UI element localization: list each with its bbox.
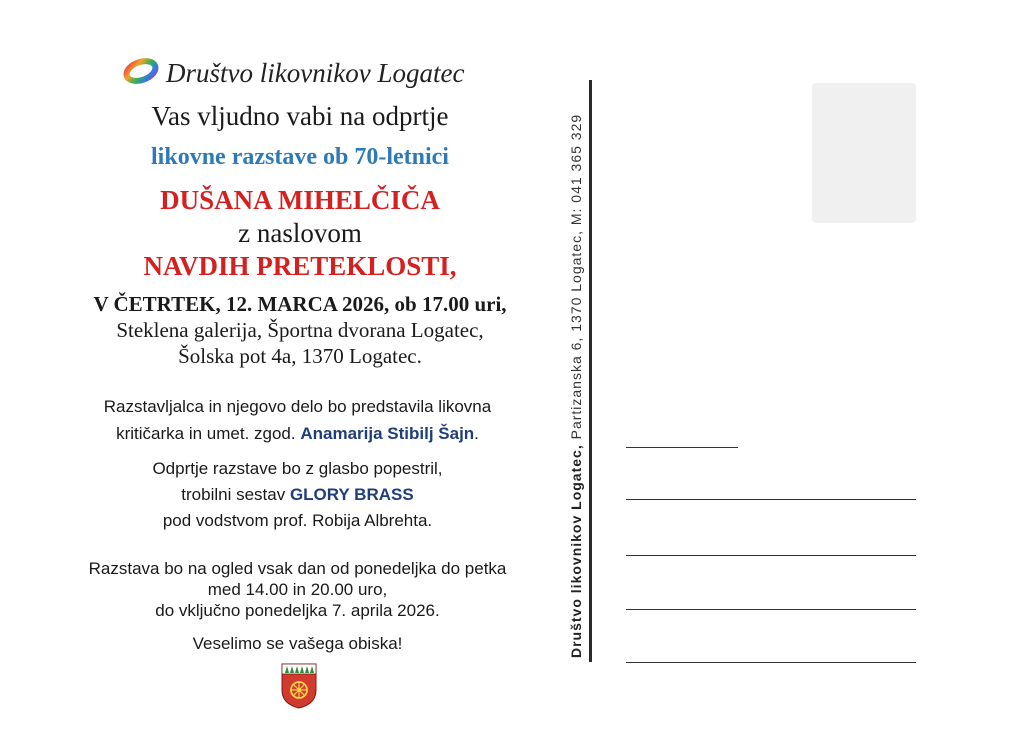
artist-name: DUŠANA MIHELČIČA [160, 185, 440, 215]
presentation-prefix: kritičarka in umet. zgod. [116, 424, 296, 443]
exhibition-line: likovne razstave ob 70-letnici [151, 144, 449, 170]
sender-details: Partizanska 6, 1370 Logatec, M: 041 365 329 [568, 113, 584, 440]
coat-of-arms-icon [280, 662, 318, 710]
sender-address [566, 84, 586, 658]
viewing-line-1: Razstava bo na ogled vsak dan od ponedeljka do petka [88, 559, 507, 578]
music-line-2 [40, 485, 555, 505]
address-line[interactable] [626, 447, 738, 448]
presenter-name: Anamarija Stibilj Šajn [300, 424, 475, 443]
address-line[interactable] [626, 662, 916, 663]
presentation-line-2 [40, 424, 555, 444]
music-line-3: pod vodstvom prof. Robija Albrehta. [162, 511, 433, 530]
viewing-line-3: do vključno ponedeljka 7. aprila 2026. [155, 601, 440, 620]
organization-name: Društvo likovnikov Logatec [166, 58, 465, 88]
event-venue: Steklena galerija, Športna dvorana Logatec, [116, 318, 484, 342]
closing-line: Veselimo se vašega obiska! [192, 634, 403, 653]
presentation-suffix: . [474, 424, 479, 443]
sender-name: Društvo likovnikov Logatec, [568, 444, 584, 658]
music-prefix: trobilni sestav [181, 485, 286, 504]
invitation-line: Vas vljudno vabi na odprtje [151, 101, 449, 131]
band-name: GLORY BRASS [289, 485, 414, 504]
organization-logo-icon [122, 56, 160, 86]
viewing-line-2: med 14.00 in 20.00 uro, [207, 580, 388, 599]
event-date-time: V ČETRTEK, 12. MARCA 2026, ob 17.00 uri, [93, 292, 507, 316]
stamp-placeholder [812, 83, 916, 223]
exhibition-title: NAVDIH PRETEKLOSTI, [143, 251, 457, 281]
vertical-divider [589, 80, 592, 662]
sender-address-block [566, 84, 586, 658]
address-line[interactable] [626, 555, 916, 556]
address-line[interactable] [626, 609, 916, 610]
event-address: Šolska pot 4a, 1370 Logatec. [178, 344, 422, 368]
presentation-line-1: Razstavljalca in njegovo delo bo predstavila likovna [103, 397, 492, 416]
title-intro: z naslovom [238, 218, 362, 248]
music-line-1: Odprtje razstave bo z glasbo popestril, [152, 459, 443, 478]
address-line[interactable] [626, 499, 916, 500]
